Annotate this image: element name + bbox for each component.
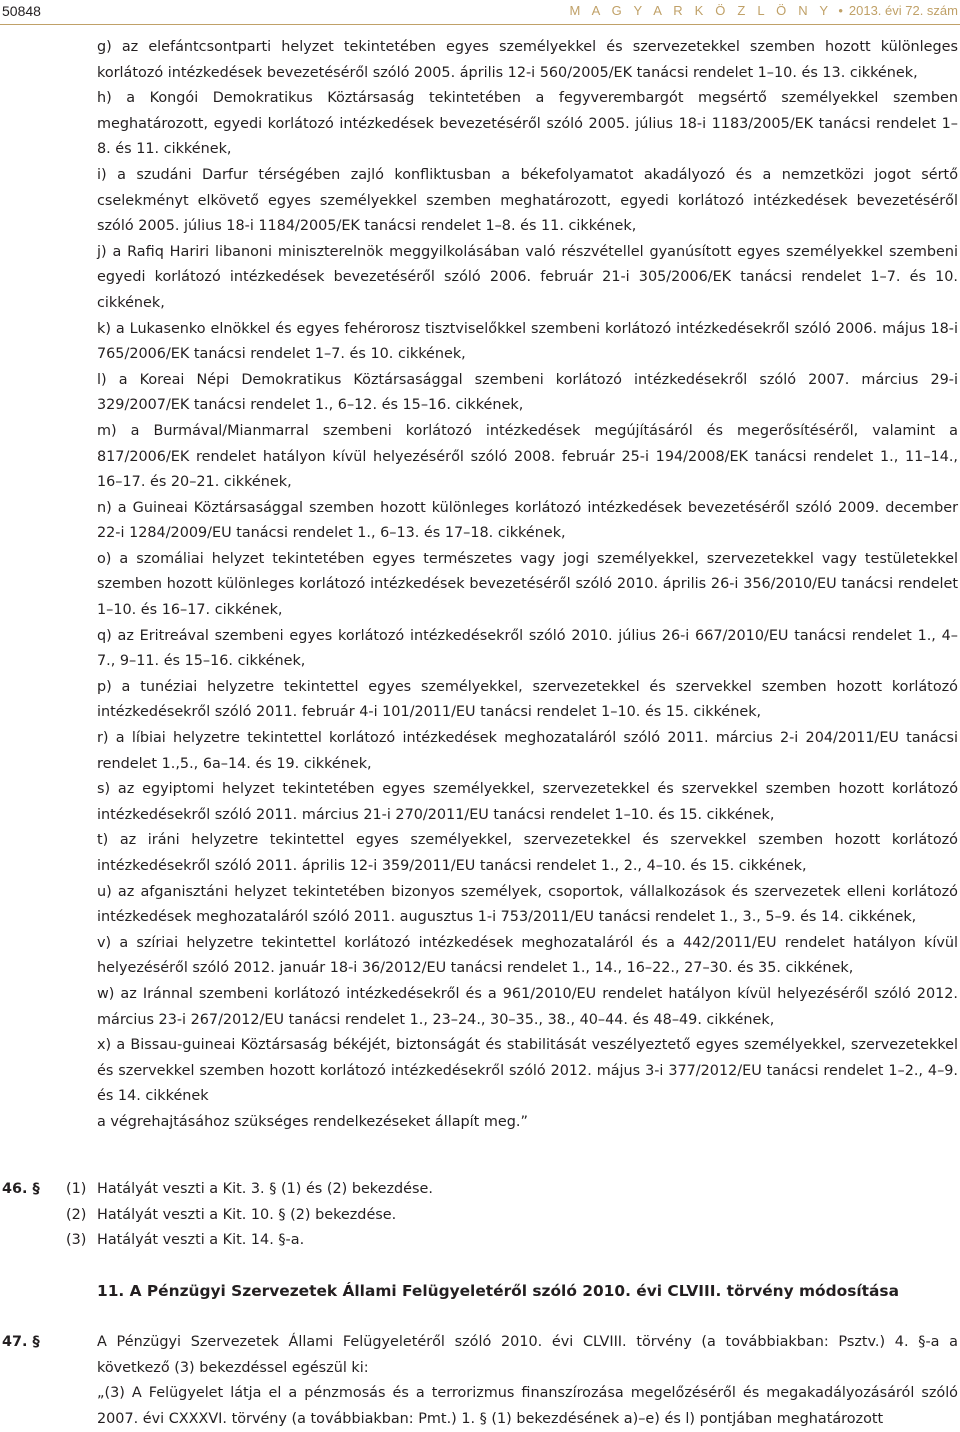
header-rule xyxy=(0,24,960,25)
list-item: s) az egyiptomi helyzet tekintetében egyes személyekkel, szervezetekkel és szervekkel szemben hozott korlátozó intézkedésekről szóló 2011. március 21-i 270/2011/EU tanácsi rendelet 1–10. és 15. cikkének, xyxy=(97,781,958,823)
list-item: w) az Iránnal szembeni korlátozó intézkedésekről és a 961/2010/EU rendelet hatályon kívül helyezéséről szóló 2012. március 23-i 267/2012/EU tanácsi rendelet 1., 23–24., 30–35., 38., 40–44. és 48–49. cikkének, xyxy=(97,985,958,1028)
section-number: 47. § xyxy=(2,1334,40,1350)
issue-label: 2013. évi 72. szám xyxy=(848,3,958,18)
list-item: u) az afganisztáni helyzet tekintetében bizonyos személyek, csoportok, vállalkozások és szervezetek elleni korlátozó intézkedések meghozataláról szóló 2011. augusztus 1-i 753/2011/EU tanácsi rendelet 1., 3., 5–9. és 14. cikkének, xyxy=(97,883,958,926)
subsection-text: Hatályát veszti a Kit. 3. § (1) és (2) bekezdése. xyxy=(97,1181,433,1197)
subsection-label: (1) xyxy=(66,1181,87,1197)
subsection-text: Hatályát veszti a Kit. 14. §-a. xyxy=(97,1232,305,1249)
subsection xyxy=(0,1203,960,1229)
amendment-list xyxy=(97,35,958,1136)
page-number: 50848 xyxy=(2,3,41,19)
list-item: o) a szomáliai helyzet tekintetében egyes természetes vagy jogi személyekkel, szervezetekkel vagy testületekkel szemben hozott különleges korlátozó intézkedések bevezetéséről szóló 2010. április 26-i 356/2010/EU tanácsi rendelet 1–10. és 16–17. cikkének, xyxy=(97,550,958,619)
list-item: m) a Burmával/Mianmarral szembeni korlátozó intézkedések megújításáról és megerősítéséről, valamint a 817/2006/EK rendelet hatályon kívül helyezéséről szóló 2008. február 25-i 194/2008/EK tanácsi rendelet 1., 11–14., 16–17. és 20–21. cikkének, xyxy=(97,422,958,491)
list-item: t) az iráni helyzetre tekintettel egyes személyekkel, szervezetekkel és szervekkel szemben hozott korlátozó intézkedésekről szóló 2011. április 12-i 359/2011/EU tanácsi rendelet 1., 2., 4–10. és 15. cikkének, xyxy=(97,832,958,874)
list-item: n) a Guineai Köztársasággal szemben hozott különleges korlátozó intézkedések bevezetéséről szóló 2009. december 22-i 1284/2009/EU tanácsi rendelet 1., 6–13. és 17–18. cikkének, xyxy=(97,499,958,542)
subsection-label: (3) xyxy=(66,1232,87,1249)
list-item: h) a Kongói Demokratikus Köztársaság tekintetében a fegyverembargót megsértő személyekkel szemben meghatározott, egyedi korlátozó intézkedések bevezetéséről szóló 2005. július 18-i 1183/2005/EK tanácsi rendelet 1–8. és 11. cikkének, xyxy=(97,90,958,158)
closing-line: a végrehajtásához szükséges rendelkezéseket állapít meg.” xyxy=(97,1113,528,1130)
list-item: v) a szíriai helyzetre tekintettel korlátozó intézkedések meghozataláról és a 442/2011/EU rendelet hatályon kívül helyezéséről szóló 2012. január 18-i 36/2012/EU tanácsi rendelet 1., 14., 16–22., 27–30. és 35. cikkének, xyxy=(97,934,958,977)
section-quote: „(3) A Felügyelet látja el a pénzmosás és a terrorizmus finanszírozása megelőzéséről és megakadályozásáról szóló 2007. évi CXXXVI. törvény (a továbbiakban: Pmt.) 1. § (1) bekezdésének a)–e) és l) pontjában meghatározott xyxy=(97,1385,958,1427)
running-header xyxy=(570,3,958,18)
list-item: r) a líbiai helyzetre tekintettel korlátozó intézkedések meghozataláról szóló 2011. március 2-i 204/2011/EU tanácsi rendelet 1.,5., 6a–14. és 19. cikkének, xyxy=(97,730,958,772)
section-46 xyxy=(0,1177,960,1254)
subsection xyxy=(0,1228,960,1254)
list-item: q) az Eritreával szembeni egyes korlátozó intézkedésekről szóló 2010. július 26-i 667/2010/EU tanácsi rendelet 1., 4–7., 9–11. és 15–16. cikkének, xyxy=(97,627,958,670)
list-item: j) a Rafiq Hariri libanoni miniszterelnök meggyilkolásában való részvétellel gyanúsított egyes személyekkel szembeni egyedi korlátozó intézkedések bevezetéséről szóló 2006. február 21-i 305/2006/EK tanácsi rendelet 1–7. és 10. cikkének, xyxy=(97,243,958,311)
journal-title: M A G Y A R K Ö Z L Ö N Y xyxy=(569,3,833,18)
subsection-text: Hatályát veszti a Kit. 10. § (2) bekezdése. xyxy=(97,1206,397,1223)
subsection xyxy=(0,1177,960,1203)
list-item: k) a Lukasenko elnökkel és egyes fehérorosz tisztviselőkkel szembeni korlátozó intézkedésekről szóló 2006. május 18-i 765/2006/EK tanácsi rendelet 1–7. és 10. cikkének, xyxy=(97,320,958,363)
page-header xyxy=(0,0,960,30)
section-text xyxy=(97,1330,958,1432)
list-item: i) a szudáni Darfur térségében zajló konfliktusban a békefolyamatot akadályozó és a nemzetközi jogot sértő cselekményt elkövető egyes személyekkel szemben meghatározott, egyedi korlátozó intézkedések bevezetéséről szóló 2005. július 18-i 1184/2005/EK tanácsi rendelet 1–8. és 11. cikkének, xyxy=(97,166,958,235)
section-intro: A Pénzügyi Szervezetek Állami Felügyeletéről szóló 2010. évi CLVIII. törvény (a továbbiakban: Psztv.) 4. §-a a következő (3) bekezdéssel egészül ki: xyxy=(97,1334,958,1376)
separator-bullet: • xyxy=(838,3,843,18)
section-number: 46. § xyxy=(2,1181,40,1197)
list-item: x) a Bissau-guineai Köztársaság békéjét, biztonságát és stabilitását veszélyeztető egyes személyekkel, szervezetekkel és szervekkel szemben hozott korlátozó intézkedésekről szóló 2012. május 3-i 377/2012/EU tanácsi rendelet 1–2., 4–9. és 14. cikkének xyxy=(97,1037,958,1105)
subsection-label: (2) xyxy=(66,1206,87,1223)
list-item: p) a tunéziai helyzetre tekintettel egyes személyekkel, szervezetekkel és szervekkel szemben hozott korlátozó intézkedésekről szóló 2011. február 4-i 101/2011/EU tanácsi rendelet 1–10. és 15. cikkének, xyxy=(97,678,958,721)
chapter-heading: 11. A Pénzügyi Szervezetek Állami Felügyeletéről szóló 2010. évi CLVIII. törvény módosítása xyxy=(97,1282,899,1300)
list-item: l) a Koreai Népi Demokratikus Köztársasággal szembeni korlátozó intézkedésekről szóló 2007. március 29-i 329/2007/EK tanácsi rendelet 1., 6–12. és 15–16. cikkének, xyxy=(97,371,958,414)
list-item: g) az elefántcsontparti helyzet tekintetében egyes személyekkel és szervezetekkel szemben hozott különleges korlátozó intézkedések bevezetéséről szóló 2005. április 12-i 560/2005/EK tanácsi rendelet 1–10. és 13. cikkének, xyxy=(97,39,958,81)
